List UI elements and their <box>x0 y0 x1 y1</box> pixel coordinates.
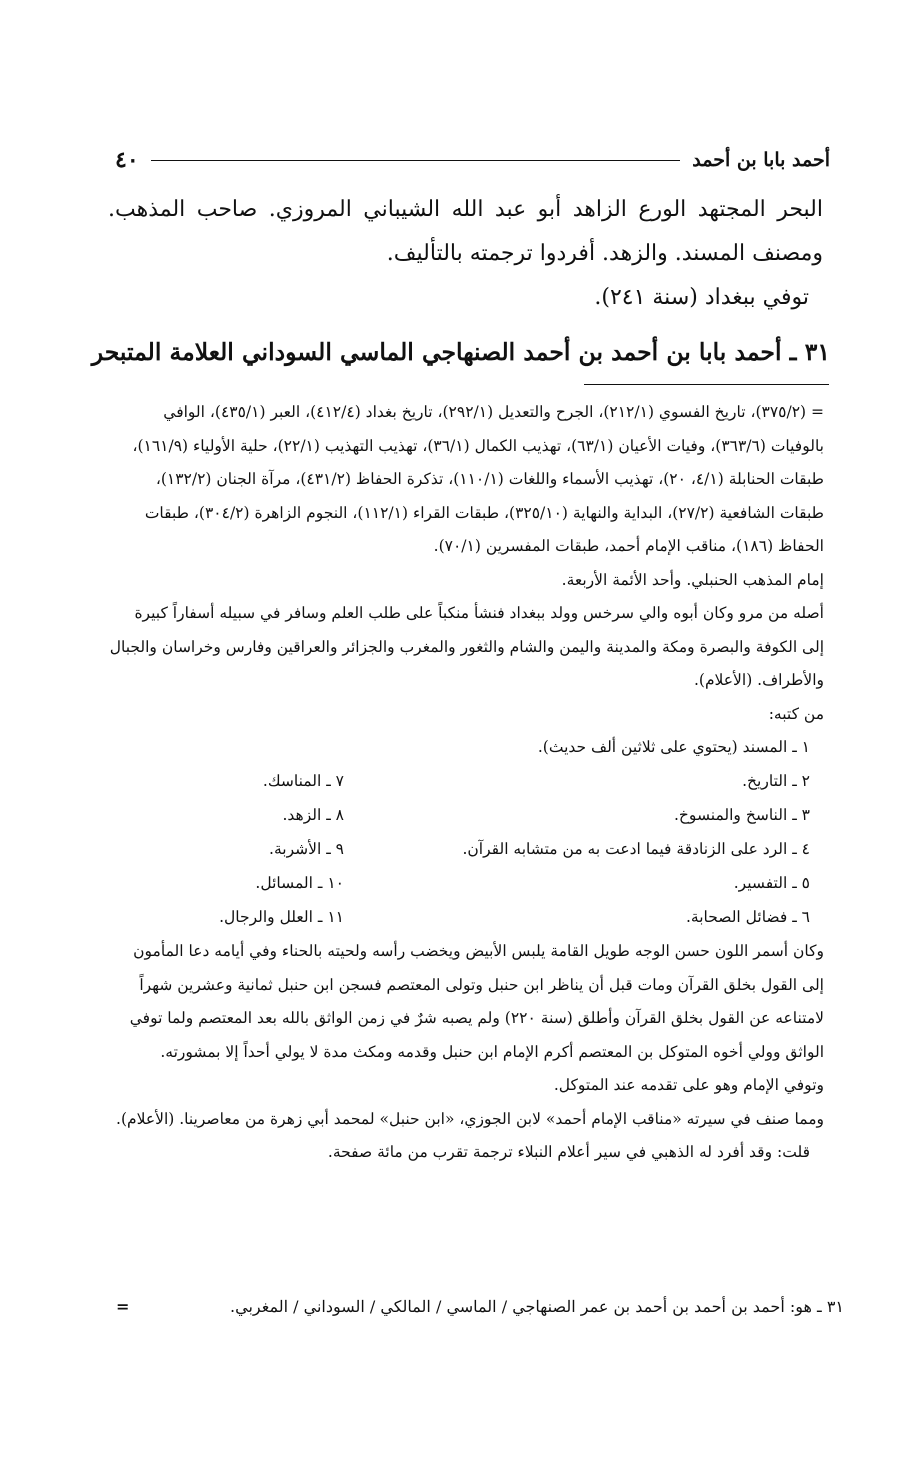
running-head <box>115 144 830 176</box>
work-item: ٦ ـ فضائل الصحابة. <box>685 908 810 927</box>
page-number: ٤٠ <box>115 147 139 173</box>
biography-note: وكان أسمر اللون حسن الوجه طويل القامة يلبس الأبيض ويخضب رأسه ولحيته بالحناء وفي أيامه دعا المأمون إلى القول بخلق القرآن ومات قبل أن يناظر ابن حنبل وتولى المعتصم فسجن ابن حنبل ثمانية وعشرين شهراً لامتناعه عن القول بخلق القرآن وأطلق (سنة ٢٢٠) ولم يصبه شرٌ في زمن الواثق بالله بعد المعتصم ولما توفي الواثق وولي أخوه المتوكل بن المعتصم أكرم الإمام ابن حنبل وقدمه ومكث مدة لا يولي أحداً إلا بمشورته. <box>129 942 824 1061</box>
work-item: ٨ ـ الزهد. <box>282 806 344 825</box>
works-row <box>108 731 824 765</box>
work-item: ٢ ـ التاريخ. <box>742 772 810 791</box>
work-item: ٩ ـ الأشربة. <box>269 840 344 859</box>
footnote-31-text: ٣١ ـ هو: أحمد بن أحمد بن أحمد بن عمر الصنهاجي / الماسي / المالكي / السوداني / المغربي. <box>230 1297 844 1316</box>
footnote-rule <box>584 384 829 385</box>
header-rule <box>151 160 681 161</box>
running-title: أحمد بابا بن أحمد <box>692 149 830 171</box>
books-intro: من كتبه: <box>768 704 824 723</box>
works-row <box>108 765 824 799</box>
work-item: ٧ ـ المناسك. <box>262 772 344 791</box>
sources-note: = (٣٧٥/٢)، تاريخ الفسوي (٢١٢/١)، الجرح والتعديل (٢٩٢/١)، تاريخ بغداد (٤١٢/٤)، العبر (٤٣٥/١)، الوافي بالوفيات (٣٦٣/٦)، وفيات الأعيان (٦٣/١)، تهذيب الكمال (٣٦/١)، تهذيب التهذيب (٢٢/١)، حلية الأولياء (١٦١/٩)، طبقات الحنابلة (٤/١، ٢٠)، تهذيب الأسماء واللغات (١١٠/١)، تذكرة الحفاظ (٤٣١/٢)، مرآة الجنان (١٣٢/٢)، طبقات الشافعية (٢٧/٢)، البداية والنهاية (٣٢٥/١٠)، طبقات القراء (١١٢/١)، النجوم الزاهرة (٣٠٤/٢)، طبقات الحفاظ (١٨٦)، مناقب الإمام أحمد، طبقات المفسرين (٧٠/١). <box>132 403 824 555</box>
footnote-31 <box>108 1290 844 1324</box>
entry-heading: ٣١ ـ أحمد بابا بن أحمد بن أحمد الصنهاجي الماسي السوداني العلامة المتبحر <box>91 338 830 366</box>
works-row <box>108 799 824 833</box>
work-item: ١٠ ـ المسائل. <box>255 874 344 893</box>
work-item: ٣ ـ الناسخ والمنسوخ. <box>674 806 810 825</box>
main-paragraph: البحر المجتهد الورع الزاهد أبو عبد الله الشيباني المروزي. صاحب المذهب. ومصنف المسند. والزهد. أفردوا ترجمته بالتأليف. <box>108 197 823 266</box>
continuation-mark: = <box>116 1297 130 1316</box>
work-item: ٤ ـ الرد على الزنادقة فيما ادعت به من متشابه القرآن. <box>462 840 810 859</box>
death-note: وتوفي الإمام وهو على تقدمه عند المتوكل. <box>553 1076 824 1094</box>
works-row <box>108 867 824 901</box>
work-item: ١١ ـ العلل والرجال. <box>219 908 344 927</box>
imam-note: إمام المذهب الحنبلي. وأحد الأئمة الأربعة. <box>561 570 824 589</box>
footnotes <box>108 396 824 1170</box>
qultu-note: قلت: وقد أفرد له الذهبي في سير أعلام النبلاء ترجمة تقرب من مائة صفحة. <box>327 1143 810 1161</box>
origin-note: أصله من مرو وكان أبوه والي سرخس وولد ببغداد فنشأ منكباً على طلب العلم وسافر في سبيله أسفاراً كبيرة إلى الكوفة والبصرة ومكة والمدينة واليمن والشام والثغور والمغرب والجزائر والعراقين وفارس وخراسان والجبال والأطراف. (الأعلام). <box>109 604 824 689</box>
biographies-note: ومما صنف في سيرته «مناقب الإمام أحمد» لابن الجوزي، «ابن حنبل» لمحمد أبي زهرة من معاصرينا. (الأعلام). <box>116 1109 824 1128</box>
works-row <box>108 833 824 867</box>
works-row <box>108 901 824 935</box>
death-line: توفي ببغداد (سنة ٢٤١). <box>594 285 809 310</box>
works-list <box>108 731 824 935</box>
work-item: ١ ـ المسند (يحتوي على ثلاثين ألف حديث). <box>537 738 810 757</box>
main-text <box>108 188 823 320</box>
work-item: ٥ ـ التفسير. <box>733 874 810 893</box>
